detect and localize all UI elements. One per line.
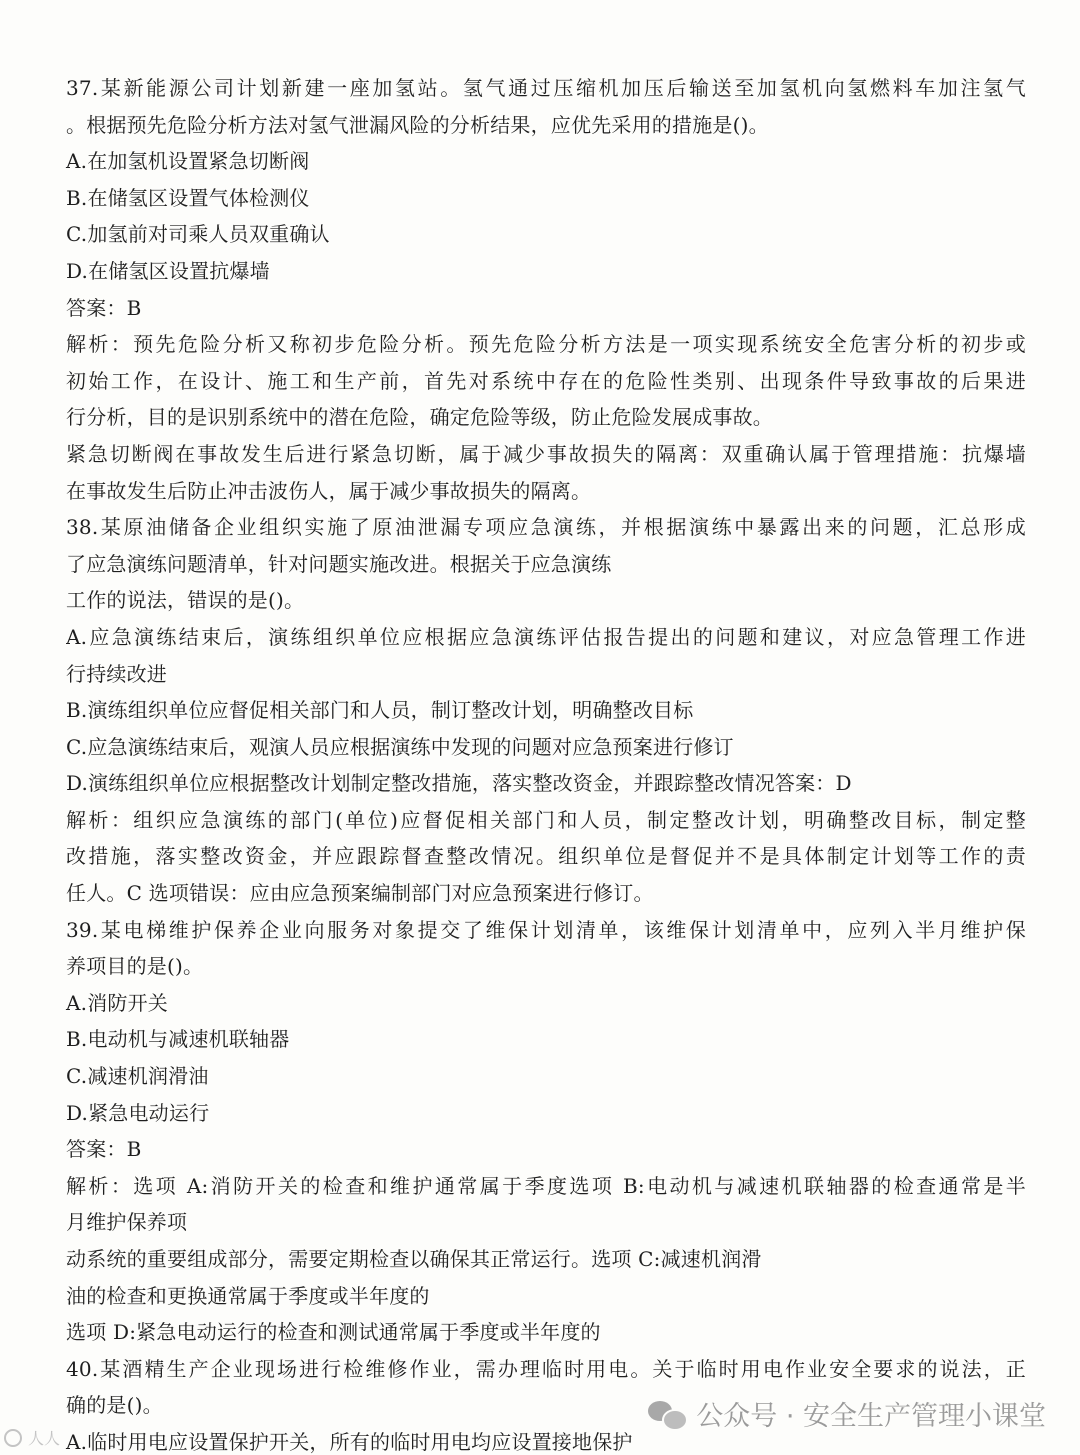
text-line: 选项 D:紧急电动运行的检查和测试通常属于季度或半年度的	[66, 1320, 601, 1345]
ring-icon	[4, 1429, 22, 1447]
text-line: 答案：B	[66, 1137, 142, 1162]
text-line: C.减速机润滑油	[66, 1064, 209, 1089]
text-line: 40.某酒精生产企业现场进行检维修作业，需办理临时用电。关于临时用电作业安全要求的说法，正	[66, 1356, 1026, 1381]
text-line: 在事故发生后防止冲击波伤人，属于减少事故损失的隔离。	[66, 478, 592, 503]
text-line: 工作的说法，错误的是()。	[66, 588, 305, 613]
text-line: 月维护保养项	[66, 1210, 188, 1235]
document-text	[66, 70, 1026, 1455]
text-line: B.电动机与减速机联轴器	[66, 1027, 290, 1052]
text-line: 39.某电梯维护保养企业向服务对象提交了维保计划清单，该维保计划清单中，应列入半月维护保	[66, 917, 1026, 942]
text-line: 确的是()。	[66, 1393, 163, 1418]
text-line: 紧急切断阀在事故发生后进行紧急切断，属于减少事故损失的隔离：双重确认属于管理措施：抗爆墙	[66, 441, 1026, 466]
text-line: 动系统的重要组成部分，需要定期检查以确保其正常运行。选项 C:减速机润滑	[66, 1247, 762, 1271]
text-line: 任人。C 选项错误：应由应急预案编制部门对应急预案进行修订。	[66, 881, 654, 906]
text-line: 38.某原油储备企业组织实施了原油泄漏专项应急演练，并根据演练中暴露出来的问题，汇总形成	[66, 515, 1026, 540]
text-line: 解析：组织应急演练的部门(单位)应督促相关部门和人员，制定整改计划，明确整改目标，制定整	[66, 807, 1026, 832]
text-line: A.在加氢机设置紧急切断阀	[66, 149, 310, 174]
text-line: 。根据预先危险分析方法对氢气泄漏风险的分析结果，应优先采用的措施是()。	[66, 112, 769, 137]
wechat-icon	[648, 1399, 686, 1429]
text-line: B.在储氢区设置气体检测仪	[66, 185, 310, 210]
text-line: D.演练组织单位应根据整改计划制定整改措施，落实整改资金，并跟踪整改情况答案：D	[66, 771, 852, 796]
text-line: D.在储氢区设置抗爆墙	[66, 258, 270, 283]
text-line: B.演练组织单位应督促相关部门和人员，制订整改计划，明确整改目标	[66, 698, 694, 723]
watermark	[648, 1394, 1046, 1433]
text-line: 养项目的是()。	[66, 954, 204, 979]
text-line: 解析：选项 A:消防开关的检查和维护通常属于季度选项 B:电动机与减速机联轴器的检查通常是半	[66, 1173, 1026, 1198]
text-line: 行分析，目的是识别系统中的潜在危险，确定危险等级，防止危险发展成事故。	[66, 405, 773, 430]
text-line: D.紧急电动运行	[66, 1100, 210, 1125]
text-line: 了应急演练问题清单，针对问题实施改进。根据关于应急演练	[66, 551, 612, 576]
text-line: 行持续改进	[66, 661, 167, 686]
text-line: 改措施，落实整改资金，并应跟踪督查整改情况。组织单位是督促并不是具体制定计划等工作的责	[66, 844, 1026, 869]
text-line: 37.某新能源公司计划新建一座加氢站。氢气通过压缩机加压后输送至加氢机向氢燃料车加注氢气	[66, 76, 1026, 100]
corner-mark-text: 人人	[28, 1429, 61, 1448]
text-line: 解析：预先危险分析又称初步危险分析。预先危险分析方法是一项实现系统安全危害分析的初步或	[66, 332, 1026, 357]
text-line: C.加氢前对司乘人员双重确认	[66, 222, 330, 247]
text-line: A.临时用电应设置保护开关，所有的临时用电均应设置接地保护	[66, 1429, 633, 1454]
corner-mark	[4, 1426, 60, 1449]
text-line: 答案：B	[66, 295, 142, 320]
watermark-text: 公众号 · 安全生产管理小课堂	[696, 1401, 1046, 1432]
text-line: C.应急演练结束后，观演人员应根据演练中发现的问题对应急预案进行修订	[66, 734, 734, 759]
text-line: 初始工作，在设计、施工和生产前，首先对系统中存在的危险性类别、出现条件导致事故的后果进	[66, 368, 1026, 393]
text-line: A.消防开关	[66, 990, 169, 1015]
text-line: A.应急演练结束后，演练组织单位应根据应急演练评估报告提出的问题和建议，对应急管理工作进	[66, 624, 1026, 649]
text-line: 油的检查和更换通常属于季度或半年度的	[66, 1283, 430, 1308]
